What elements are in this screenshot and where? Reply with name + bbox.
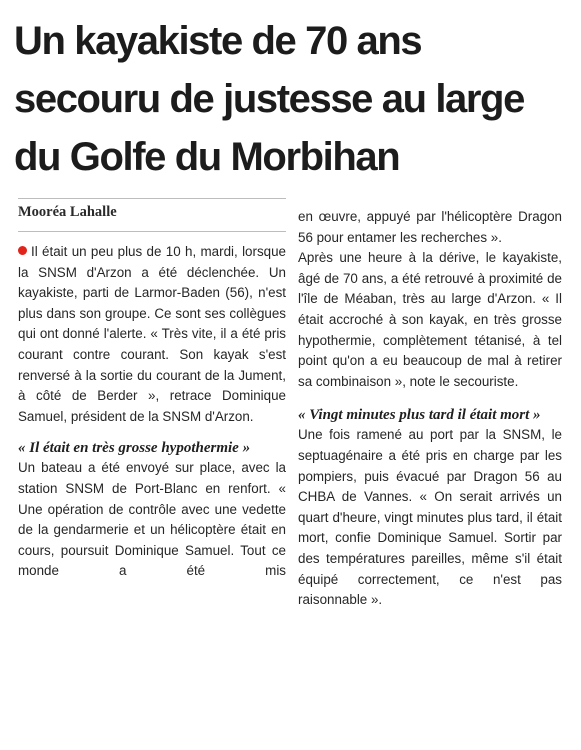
spacer bbox=[18, 427, 286, 439]
author-byline: Mooréa Lahalle bbox=[18, 198, 286, 232]
subhead-hypothermie: « Il était en très grosse hypothermie » bbox=[18, 440, 251, 457]
column-right bbox=[298, 207, 562, 611]
lead-paragraph bbox=[18, 242, 286, 427]
paragraph-2: Un bateau a été envoyé sur place, avec la station SNSM de Port-Blanc en renfort. « Une opération de contrôle avec une vedette de la gendarmerie et un hélicoptère était en cours, poursuit Dominique Samuel. Tout ce monde a été mis bbox=[18, 460, 286, 579]
red-bullet-icon bbox=[18, 246, 27, 255]
paragraph-2-continued: en œuvre, appuyé par l'hélicoptère Dragon 56 pour entamer les recherches ». bbox=[298, 209, 562, 245]
spacer bbox=[298, 392, 562, 406]
paragraph-3: Après une heure à la dérive, le kayakiste, âgé de 70 ans, a été retrouvé à proximité de l'île de Méaban, très au large d'Arzon. « Il était accroché à son kayak, en très grosse hypothermie, complètement tétanisé, à tel point qu'on a eu beaucoup de mal à retirer sa combinaison », note le secouriste. bbox=[298, 250, 562, 389]
subhead-vingt-minutes: « Vingt minutes plus tard il était mort » bbox=[298, 407, 541, 424]
paragraph-4: Une fois ramené au port par la SNSM, le septuagénaire a été pris en charge par les pompiers, puis évacué par Dragon 56 au CHBA de Vannes. « On serait arrivés un quart d'heure, vingt minutes plus tard, il était mort, confie Dominique Samuel. Sortir par des températures pareilles, même s'il était équipé correctement, ce n'est pas raisonnable ». bbox=[298, 427, 562, 608]
headline: Un kayakiste de 70 ans secouru de justesse au large du Golfe du Morbihan bbox=[14, 19, 524, 179]
column-left bbox=[18, 204, 286, 582]
lead-paragraph-text: Il était un peu plus de 10 h, mardi, lorsque la SNSM d'Arzon a été déclenchée. Un kayakiste, parti de Larmor-Baden (56), n'est plus dans son groupe. Ce sont ses collègues qui ont donné l'alerte. « Très vite, il a été pris courant contre courant. Son kayak s'est renversé à la sortie du courant de la Jument, à côté de Berder », retrace Dominique Samuel, président de la SNSM d'Arzon. bbox=[18, 244, 286, 424]
